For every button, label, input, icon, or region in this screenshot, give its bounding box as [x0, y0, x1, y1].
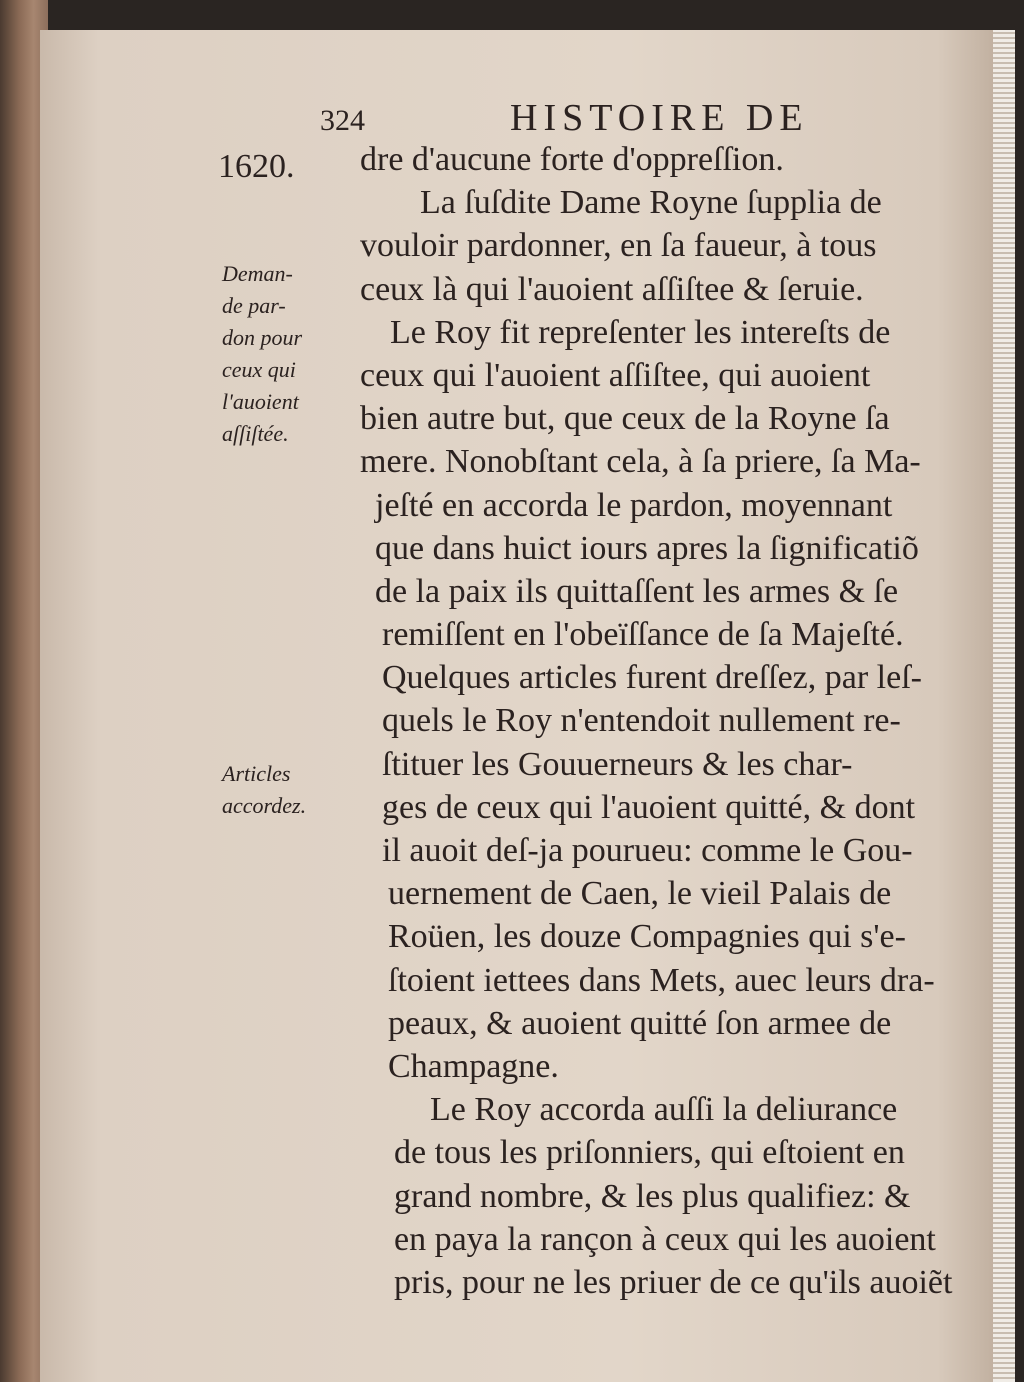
text-line: La ſuſdite Dame Royne ſupplia de: [420, 184, 882, 222]
text-line: ſtituer les Gouuerneurs & les char-: [382, 745, 853, 783]
text-line: de la paix ils quittaſſent les armes & ſe: [375, 572, 899, 610]
text-line: Le Roy fit repreſenter les intereſts de: [390, 313, 891, 351]
text-line: en paya la rançon à ceux qui les auoient: [394, 1220, 936, 1258]
text-line: uernement de Caen, le vieil Palais de: [388, 875, 892, 913]
text-line: peaux, & auoient quitté ſon armee de: [388, 1004, 892, 1042]
margin-year: 1620.: [218, 148, 295, 185]
text-line: vouloir pardonner, en ſa faueur, à tous: [360, 227, 877, 265]
text-line: Quelques articles furent dreſſez, par leſ-: [382, 659, 922, 697]
header-title: HISTOIRE DE: [510, 97, 809, 139]
sidenote-pardon: Deman- de par- don pour ceux qui l'auoient aſſiſtée.: [222, 261, 303, 446]
text-line: jeſté en accorda le pardon, moyennant: [375, 486, 893, 524]
text-line: mere. Nonobſtant cela, à ſa priere, ſa Ma-: [360, 443, 921, 481]
text-line: grand nombre, & les plus qualifiez: &: [394, 1177, 911, 1215]
text-line: ſtoient iettees dans Mets, auec leurs dra-: [388, 961, 935, 999]
text-line: de tous les priſonniers, qui eſtoient en: [394, 1134, 905, 1172]
sidenote-articles: Articles accordez.: [222, 761, 307, 818]
text-line: que dans huict iours apres la ſignificatiõ: [375, 529, 919, 567]
text-line: pris, pour ne les priuer de ce qu'ils auoiẽt: [394, 1263, 953, 1301]
text-line: bien autre but, que ceux de la Royne ſa: [360, 400, 890, 438]
text-line: Champagne.: [388, 1047, 559, 1085]
page-number: 324: [320, 104, 365, 137]
body-text: [360, 138, 1010, 1304]
text-line: quels le Roy n'entendoit nullement re-: [382, 702, 901, 740]
text-line: Le Roy accorda auſſi la deliurance: [430, 1091, 898, 1129]
text-line: remiſſent en l'obeïſſance de ſa Majeſté.: [382, 616, 904, 654]
text-line: ges de ceux qui l'auoient quitté, & dont: [382, 788, 916, 826]
text-line: ceux là qui l'auoient aſſiſtee & ſeruie.: [360, 270, 864, 308]
text-line: il auoit deſ-ja pourueu: comme le Gou-: [382, 832, 913, 869]
text-line: ceux qui l'auoient aſſiſtee, qui auoient: [360, 356, 871, 394]
text-line: dre d'aucune forte d'oppreſſion.: [360, 141, 784, 178]
text-line: Roüen, les douze Compagnies qui s'e-: [388, 918, 906, 956]
